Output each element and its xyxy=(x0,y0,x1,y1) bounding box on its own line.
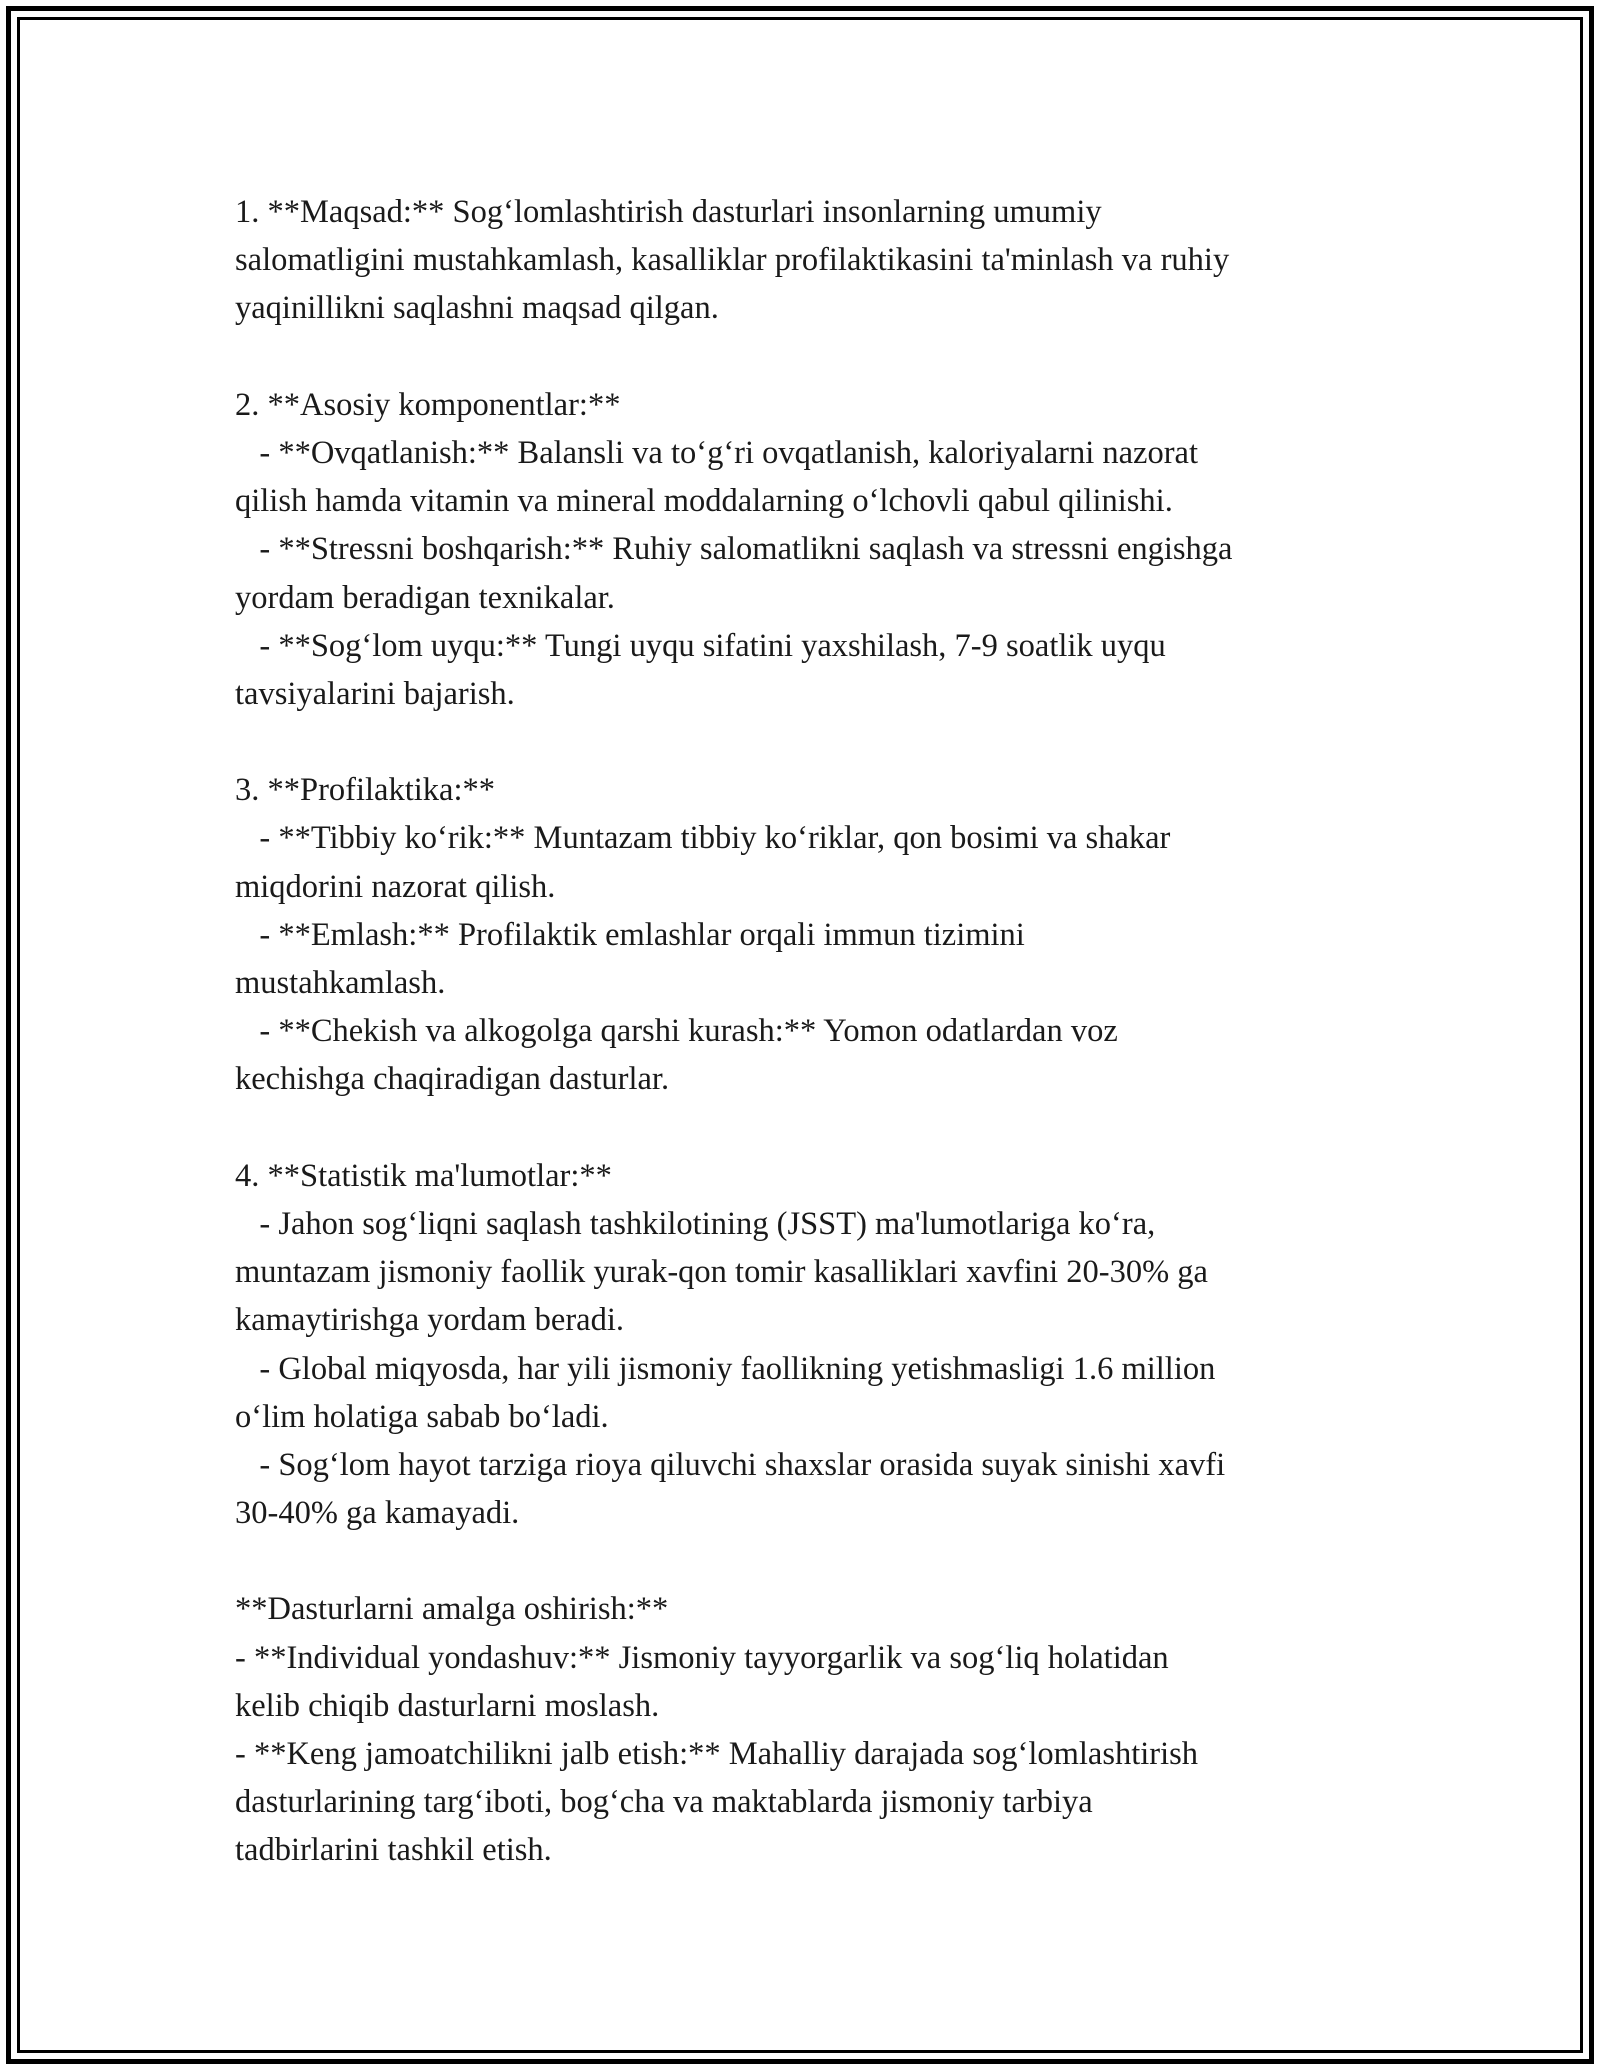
text-line: yordam beradigan texnikalar. xyxy=(235,579,615,616)
text-line: dasturlarining targ‘iboti, bog‘cha va maktablarda jismoniy tarbiya xyxy=(235,1784,1093,1821)
text-line: yaqinillikni saqlashni maqsad qilgan. xyxy=(235,290,719,327)
text-line: **Dasturlarni amalga oshirish:** xyxy=(235,1591,669,1628)
text-line: - **Stressni boshqarish:** Ruhiy salomatlikni saqlash va stressni engishga xyxy=(235,531,1233,568)
text-line: - **Keng jamoatchilikni jalb etish:** Mahalliy darajada sog‘lomlashtirish xyxy=(235,1736,1199,1772)
text-line: 3. **Profilaktika:** xyxy=(235,772,495,809)
section-asosiy-komponentlar xyxy=(235,381,1395,718)
text-line: tavsiyalarini bajarish. xyxy=(235,675,515,712)
text-line: - **Ovqatlanish:** Balansli va to‘g‘ri ovqatlanish, kaloriyalarni nazorat xyxy=(235,434,1199,471)
text-line: 1. **Maqsad:** Sog‘lomlashtirish dasturlari insonlarning umumiy xyxy=(235,194,1102,230)
text-line: mustahkamlash. xyxy=(235,965,446,1001)
text-line: kamaytirishga yordam beradi. xyxy=(235,1302,624,1339)
text-line: - Sog‘lom hayot tarziga rioya qiluvchi shaxslar orasida suyak sinishi xavfi xyxy=(235,1446,1226,1483)
text-line: - **Sog‘lom uyqu:** Tungi uyqu sifatini yaxshilash, 7-9 soatlik uyqu xyxy=(235,627,1166,664)
text-line: kelib chiqib dasturlarni moslash. xyxy=(235,1687,660,1724)
text-line: qilish hamda vitamin va mineral moddalarning o‘lchovli qabul qilinishi. xyxy=(235,483,1173,520)
paragraph-gap xyxy=(235,333,1395,381)
text-line: - **Individual yondashuv:** Jismoniy tayyorgarlik va sog‘liq holatidan xyxy=(235,1639,1169,1676)
section-statistik-malumotlar xyxy=(235,1152,1395,1538)
text-line: - Jahon sog‘liqni saqlash tashkilotining (JSST) ma'lumotlariga ko‘ra, xyxy=(235,1205,1156,1242)
text-line: - **Chekish va alkogolga qarshi kurash:** Yomon odatlardan voz xyxy=(235,1013,1118,1050)
paragraph-gap xyxy=(235,718,1395,766)
text-line: tadbirlarini tashkil etish. xyxy=(235,1832,552,1869)
text-line: - **Emlash:** Profilaktik emlashlar orqali immun tizimini xyxy=(235,916,1025,953)
section-profilaktika xyxy=(235,766,1395,1103)
text-line: - Global miqyosda, har yili jismoniy faollikning yetishmasligi 1.6 million xyxy=(235,1350,1216,1387)
text-line: 4. **Statistik ma'lumotlar:** xyxy=(235,1157,612,1194)
text-line: 30-40% ga kamayadi. xyxy=(235,1495,520,1532)
document-body xyxy=(235,188,1395,1875)
section-dasturlarni-amalga-oshirish xyxy=(235,1585,1395,1874)
text-line: muntazam jismoniy faollik yurak-qon tomir kasalliklari xavfini 20-30% ga xyxy=(235,1254,1208,1291)
text-line: miqdorini nazorat qilish. xyxy=(235,868,556,905)
text-line: o‘lim holatiga sabab bo‘ladi. xyxy=(235,1398,609,1435)
paragraph-gap xyxy=(235,1104,1395,1152)
text-line: 2. **Asosiy komponentlar:** xyxy=(235,386,621,423)
paragraph-gap xyxy=(235,1537,1395,1585)
text-line: - **Tibbiy ko‘rik:** Muntazam tibbiy ko‘riklar, qon bosimi va shakar xyxy=(235,820,1171,857)
section-maqsad xyxy=(235,188,1395,333)
text-line: salomatligini mustahkamlash, kasalliklar profilaktikasini ta'minlash va ruhiy xyxy=(235,242,1230,279)
text-line: kechishga chaqiradigan dasturlar. xyxy=(235,1061,670,1098)
